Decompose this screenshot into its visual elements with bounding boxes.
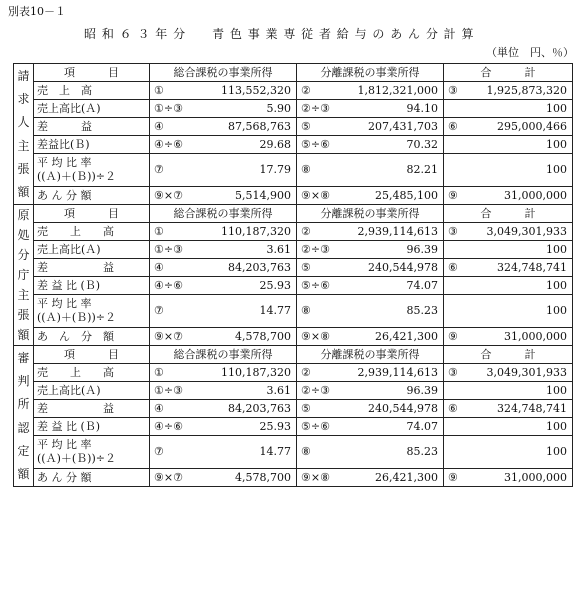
total-cell	[444, 400, 573, 418]
income2-cell	[297, 223, 444, 241]
income1-cell	[150, 400, 297, 418]
side-char: 判	[17, 373, 30, 388]
row-item-label	[34, 277, 150, 295]
cell-value: 85.23	[406, 445, 438, 458]
item-text: あ ん 分 額	[37, 329, 114, 343]
cell-value: 113,552,320	[221, 83, 291, 97]
cell-value: 324,748,741	[497, 401, 567, 415]
cell-ref-label: ④	[154, 401, 164, 415]
item-text: 差益比(Ｂ)	[37, 137, 90, 151]
cell-value: 96.39	[406, 383, 438, 397]
column-header-income2: 分離課税の事業所得	[297, 346, 444, 364]
table-row	[14, 418, 573, 436]
cell-value: 70.32	[406, 137, 438, 151]
side-char: 請	[17, 68, 30, 83]
row-item-label	[34, 418, 150, 436]
side-char: 認	[17, 420, 30, 435]
cell-ref-label: ②	[301, 224, 311, 238]
cell-value: 100	[546, 101, 567, 115]
row-item-label	[34, 118, 150, 136]
cell-value: 96.39	[406, 242, 438, 256]
row-item-label	[34, 259, 150, 277]
cell-value: 100	[546, 242, 567, 256]
cell-ref-label: ⑥	[448, 119, 458, 133]
cell-value: 240,544,978	[368, 401, 438, 415]
cell-value: 84,203,763	[228, 401, 291, 415]
appendix-label: 別表10－１	[8, 5, 66, 18]
total-cell	[444, 295, 573, 328]
cell-value: 17.79	[259, 163, 291, 176]
table-row	[14, 187, 573, 205]
table-row	[14, 364, 573, 382]
cell-value: 25,485,100	[375, 188, 438, 202]
row-item-label	[34, 187, 150, 205]
cell-value: 2,939,114,613	[357, 365, 438, 379]
side-char: 額	[17, 328, 30, 342]
total-cell	[444, 187, 573, 205]
income1-cell	[150, 241, 297, 259]
cell-value: 26,421,300	[375, 470, 438, 484]
cell-value: 87,568,763	[228, 119, 291, 133]
income1-cell	[150, 328, 297, 346]
cell-ref-label: ④÷⑥	[154, 137, 183, 151]
side-char: 額	[17, 185, 30, 200]
cell-ref-label: ⑨	[448, 329, 458, 343]
cell-ref-label: ③	[448, 365, 458, 379]
cell-ref-label: ⑦	[154, 445, 164, 458]
income2-cell	[297, 295, 444, 328]
total-cell	[444, 154, 573, 187]
income2-cell	[297, 364, 444, 382]
cell-ref-label: ①	[154, 83, 164, 97]
cell-ref-label: ①÷③	[154, 242, 183, 256]
side-char: 主	[17, 288, 30, 302]
total-cell	[444, 328, 573, 346]
cell-ref-label: ⑥	[448, 401, 458, 415]
income1-cell	[150, 436, 297, 469]
income1-cell	[150, 364, 297, 382]
cell-ref-label: ⑥	[448, 260, 458, 274]
cell-ref-label: ⑨×⑦	[154, 470, 183, 484]
income1-cell	[150, 136, 297, 154]
cell-value: 110,187,320	[221, 365, 291, 379]
cell-value: 3.61	[266, 383, 291, 397]
item-text: 差 益 比 (Ｂ)	[37, 419, 101, 433]
column-header-income1: 総合課税の事業所得	[150, 346, 297, 364]
row-item-label	[34, 100, 150, 118]
cell-ref-label: ②	[301, 365, 311, 379]
cell-value: 100	[546, 137, 567, 151]
cell-value: 25.93	[259, 278, 291, 292]
income2-cell	[297, 418, 444, 436]
cell-value: 100	[546, 419, 567, 433]
row-item-label	[34, 400, 150, 418]
total-cell	[444, 418, 573, 436]
item-text: 平 均 比 率	[37, 156, 92, 169]
cell-ref-label: ⑧	[301, 163, 311, 176]
cell-value: 100	[546, 163, 567, 176]
cell-value: 74.07	[406, 419, 438, 433]
income2-cell	[297, 118, 444, 136]
row-item-label	[34, 136, 150, 154]
cell-value: 100	[546, 383, 567, 397]
income2-cell	[297, 382, 444, 400]
total-cell	[444, 241, 573, 259]
column-header-income2: 分離課税の事業所得	[297, 205, 444, 223]
cell-value: 5.90	[266, 101, 291, 115]
cell-value: 25.93	[259, 419, 291, 433]
item-text: 売 上 高	[37, 83, 92, 97]
total-cell	[444, 382, 573, 400]
cell-value: 3,049,301,933	[486, 224, 567, 238]
cell-value: 4,578,700	[235, 329, 291, 343]
cell-ref-label: ⑤÷⑥	[301, 419, 330, 433]
table-row	[14, 118, 573, 136]
income1-cell	[150, 259, 297, 277]
table-row	[14, 154, 573, 187]
cell-ref-label: ⑤	[301, 401, 311, 415]
cell-value: 295,000,466	[497, 119, 567, 133]
income2-cell	[297, 469, 444, 487]
cell-value: 324,748,741	[497, 260, 567, 274]
cell-value: 100	[546, 278, 567, 292]
total-cell	[444, 364, 573, 382]
income1-cell	[150, 295, 297, 328]
cell-ref-label: ⑤	[301, 119, 311, 133]
item-text: 差 益	[37, 401, 114, 415]
total-cell	[444, 259, 573, 277]
cell-value: 31,000,000	[504, 188, 567, 202]
cell-value: 14.77	[259, 304, 291, 317]
side-char: 審	[17, 350, 30, 365]
row-item-label	[34, 82, 150, 100]
cell-ref-label: ⑨×⑧	[301, 470, 330, 484]
cell-ref-label: ⑨×⑧	[301, 329, 330, 343]
side-char: 張	[17, 308, 30, 322]
side-char: 主	[17, 138, 30, 153]
total-cell	[444, 136, 573, 154]
total-cell	[444, 469, 573, 487]
row-item-label	[34, 382, 150, 400]
cell-value: 207,431,703	[368, 119, 438, 133]
cell-ref-label: ⑨	[448, 188, 458, 202]
income2-cell	[297, 241, 444, 259]
row-item-label	[34, 469, 150, 487]
cell-value: 110,187,320	[221, 224, 291, 238]
cell-value: 3.61	[266, 242, 291, 256]
column-header-income1: 総合課税の事業所得	[150, 64, 297, 82]
income2-cell	[297, 436, 444, 469]
cell-ref-label: ⑤÷⑥	[301, 278, 330, 292]
side-char: 庁	[17, 268, 30, 282]
cell-ref-label: ①÷③	[154, 383, 183, 397]
section-side-label	[14, 346, 34, 487]
cell-ref-label: ⑤÷⑥	[301, 137, 330, 151]
cell-value: 3,049,301,933	[486, 365, 567, 379]
row-item-label	[34, 295, 150, 328]
side-char: 定	[17, 443, 30, 458]
income1-cell	[150, 187, 297, 205]
table-row	[14, 223, 573, 241]
row-item-label	[34, 364, 150, 382]
side-char: 人	[17, 115, 30, 130]
table-row	[14, 136, 573, 154]
cell-ref-label: ⑨×⑦	[154, 329, 183, 343]
column-header-item: 項 目	[34, 205, 150, 223]
item-text: あ ん 分 額	[37, 470, 92, 484]
section-side-label	[14, 64, 34, 205]
item-text: 売 上 高	[37, 365, 114, 379]
side-char: 額	[17, 467, 30, 482]
income2-cell	[297, 400, 444, 418]
item-text: 平 均 比 率	[37, 438, 92, 451]
income1-cell	[150, 82, 297, 100]
cell-ref-label: ④	[154, 260, 164, 274]
item-text-formula: ((Ａ)＋(Ｂ))÷２	[37, 170, 116, 183]
cell-value: 100	[546, 445, 567, 458]
cell-ref-label: ⑤	[301, 260, 311, 274]
row-item-label	[34, 223, 150, 241]
cell-value: 85.23	[406, 304, 438, 317]
row-item-label	[34, 436, 150, 469]
section-header-row	[14, 205, 573, 223]
income1-cell	[150, 418, 297, 436]
cell-value: 31,000,000	[504, 329, 567, 343]
table-row	[14, 469, 573, 487]
income2-cell	[297, 328, 444, 346]
unit-note: （単位 円、％）	[486, 46, 574, 59]
income1-cell	[150, 100, 297, 118]
table-row	[14, 100, 573, 118]
table-row	[14, 259, 573, 277]
item-text: 売上高比(Ａ)	[37, 383, 101, 397]
table-row	[14, 277, 573, 295]
item-text: 売上高比(Ａ)	[37, 101, 101, 115]
item-text: 売上高比(Ａ)	[37, 242, 101, 256]
cell-ref-label: ⑨×⑧	[301, 188, 330, 202]
cell-value: 5,514,900	[235, 188, 291, 202]
item-text: 平 均 比 率	[37, 297, 92, 310]
section-header-row	[14, 346, 573, 364]
table-row	[14, 436, 573, 469]
item-text: 差 益 比 (Ｂ)	[37, 278, 101, 292]
income1-cell	[150, 382, 297, 400]
side-char: 求	[17, 91, 30, 106]
table-row	[14, 382, 573, 400]
cell-value: 84,203,763	[228, 260, 291, 274]
cell-value: 1,925,873,320	[486, 83, 567, 97]
item-text-formula: ((Ａ)＋(Ｂ))÷２	[37, 311, 116, 324]
section-side-label	[14, 205, 34, 346]
cell-ref-label: ②÷③	[301, 242, 330, 256]
cell-value: 240,544,978	[368, 260, 438, 274]
income2-cell	[297, 277, 444, 295]
cell-value: 100	[546, 304, 567, 317]
section-header-row	[14, 64, 573, 82]
cell-ref-label: ⑨	[448, 470, 458, 484]
cell-value: 14.77	[259, 445, 291, 458]
income1-cell	[150, 469, 297, 487]
row-item-label	[34, 328, 150, 346]
side-char: 張	[17, 161, 30, 176]
side-char: 所	[17, 397, 30, 412]
total-cell	[444, 82, 573, 100]
cell-ref-label: ⑧	[301, 304, 311, 317]
column-header-total: 合 計	[444, 205, 573, 223]
cell-ref-label: ④÷⑥	[154, 419, 183, 433]
table-row	[14, 295, 573, 328]
item-text-formula: ((Ａ)＋(Ｂ))÷２	[37, 452, 116, 465]
income2-cell	[297, 136, 444, 154]
allocation-table	[13, 63, 573, 487]
cell-value: 26,421,300	[375, 329, 438, 343]
cell-value: 4,578,700	[235, 470, 291, 484]
side-char: 分	[17, 248, 30, 262]
income1-cell	[150, 277, 297, 295]
total-cell	[444, 100, 573, 118]
row-item-label	[34, 154, 150, 187]
income2-cell	[297, 187, 444, 205]
cell-ref-label: ⑦	[154, 304, 164, 317]
cell-ref-label: ③	[448, 83, 458, 97]
table-row	[14, 400, 573, 418]
cell-ref-label: ①	[154, 365, 164, 379]
side-char: 処	[17, 228, 30, 242]
cell-value: 94.10	[406, 101, 438, 115]
column-header-total: 合 計	[444, 64, 573, 82]
item-text: 売 上 高	[37, 224, 114, 238]
cell-ref-label: ③	[448, 224, 458, 238]
income2-cell	[297, 154, 444, 187]
income2-cell	[297, 100, 444, 118]
income1-cell	[150, 118, 297, 136]
cell-ref-label: ⑦	[154, 163, 164, 176]
cell-ref-label: ④	[154, 119, 164, 133]
cell-ref-label: ②÷③	[301, 383, 330, 397]
item-text: 差 益	[37, 260, 114, 274]
table-row	[14, 328, 573, 346]
cell-value: 1,812,321,000	[357, 83, 438, 97]
column-header-item: 項 目	[34, 346, 150, 364]
table-row	[14, 82, 573, 100]
cell-ref-label: ①	[154, 224, 164, 238]
cell-value: 82.21	[406, 163, 438, 176]
income2-cell	[297, 82, 444, 100]
income2-cell	[297, 259, 444, 277]
table-row	[14, 241, 573, 259]
item-text: 差 益	[37, 119, 92, 133]
cell-value: 29.68	[259, 137, 291, 151]
row-item-label	[34, 241, 150, 259]
cell-value: 74.07	[406, 278, 438, 292]
total-cell	[444, 436, 573, 469]
cell-ref-label: ⑨×⑦	[154, 188, 183, 202]
cell-value: 31,000,000	[504, 470, 567, 484]
income1-cell	[150, 223, 297, 241]
cell-ref-label: ⑧	[301, 445, 311, 458]
column-header-total: 合 計	[444, 346, 573, 364]
column-header-income1: 総合課税の事業所得	[150, 205, 297, 223]
side-char: 原	[17, 208, 30, 222]
income1-cell	[150, 154, 297, 187]
total-cell	[444, 118, 573, 136]
document-title: 昭 和 ６ ３ 年 分 青 色 事 業 専 従 者 給 与 の あ ん 分 計 算	[84, 27, 475, 41]
cell-value: 2,939,114,613	[357, 224, 438, 238]
cell-ref-label: ②	[301, 83, 311, 97]
total-cell	[444, 277, 573, 295]
cell-ref-label: ①÷③	[154, 101, 183, 115]
total-cell	[444, 223, 573, 241]
column-header-income2: 分離課税の事業所得	[297, 64, 444, 82]
item-text: あ ん 分 額	[37, 188, 92, 202]
column-header-item: 項 目	[34, 64, 150, 82]
cell-ref-label: ④÷⑥	[154, 278, 183, 292]
cell-ref-label: ②÷③	[301, 101, 330, 115]
